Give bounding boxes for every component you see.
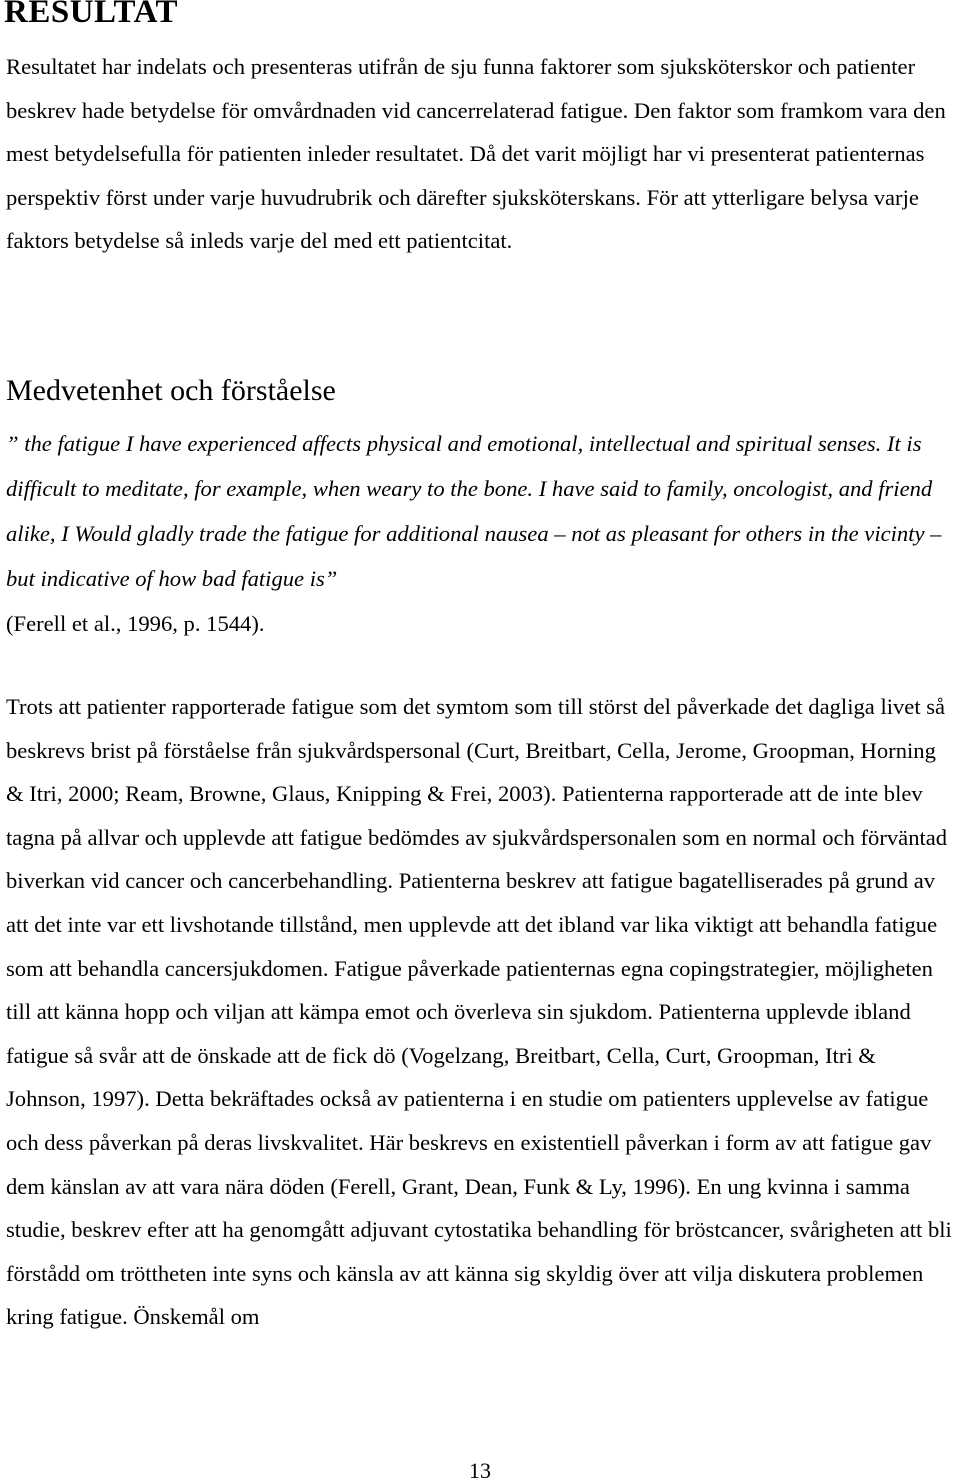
subsection-title: Medvetenhet och förståelse — [6, 374, 336, 407]
body-paragraph: Trots att patienter rapporterade fatigue som det symtom som till störst del påverkade det dagliga livet så beskrevs brist på förståelse från sjukvårdspersonal (Curt, Breitbart, Cella, Jerome, Groopman, Horning & Itri, 2000; Ream, Browne, Glaus, Knipping & Frei, 2003). Patienterna rapporterade att de inte blev tagna på allvar och upplevde att fatigue bedömdes av sjukvårdspersonalen som en normal och förväntad biverkan vid cancer och cancerbehandling. Patienterna beskrev att fatigue bagatelliserades på grund av att det inte var ett livshotande tillstånd, men upplevde att det ibland var lika viktigt att behandla fatigue som att behandla cancersjukdomen. Fatigue påverkade patienternas egna copingstrategier, möjligheten till att känna hopp och viljan att kämpa emot och överleva sin sjukdom. Patienterna upplevde ibland fatigue så svår att de önskade att de fick dö (Vogelzang, Breitbart, Cella, Curt, Groopman, Itri & Johnson, 1997). Detta bekräftades också av patienterna i en studie om patienters upplevelse av fatigue och dess påverkan på deras livskvalitet. Här beskrevs en existentiell påverkan i form av att fatigue gav dem känslan av att vara nära döden (Ferell, Grant, Dean, Funk & Ly, 1996). En ung kvinna i samma studie, beskrev efter att ha genomgått adjuvant cytostatika behandling för bröstcancer, svårigheten att bli förstådd om tröttheten inte syns och känsla av att känna sig skyldig över att vilja diskutera problemen kring fatigue. Önskemål om — [6, 694, 952, 1330]
quote-citation: (Ferell et al., 1996, p. 1544). — [6, 611, 265, 636]
section-title: RESULTAT — [4, 0, 178, 30]
page-number: 13 — [469, 1458, 491, 1483]
intro-paragraph: Resultatet har indelats och presenteras utifrån de sju funna faktorer som sjuksköterskor och patienter beskrev hade betydelse för omvårdnaden vid cancerrelaterad fatigue. Den faktor som framkom vara den mest betydelsefulla för patienten inleder resultatet. Då det varit möjligt har vi presenterat patienternas perspektiv först under varje huvudrubrik och därefter sjuksköterskans. För att ytterligare belysa varje faktors betydelse så inleds varje del med ett patientcitat. — [6, 54, 946, 253]
patient-quote — [6, 421, 956, 646]
quote-text: ” the fatigue I have experienced affects physical and emotional, intellectual and spiritual senses. It is difficult to meditate, for example, when weary to the bone. I have said to family, oncologist, and friend alike, I Would gladly trade the fatigue for additional nausea – not as pleasant for others in the vicinty – but indicative of how bad fatigue is” — [6, 431, 942, 591]
